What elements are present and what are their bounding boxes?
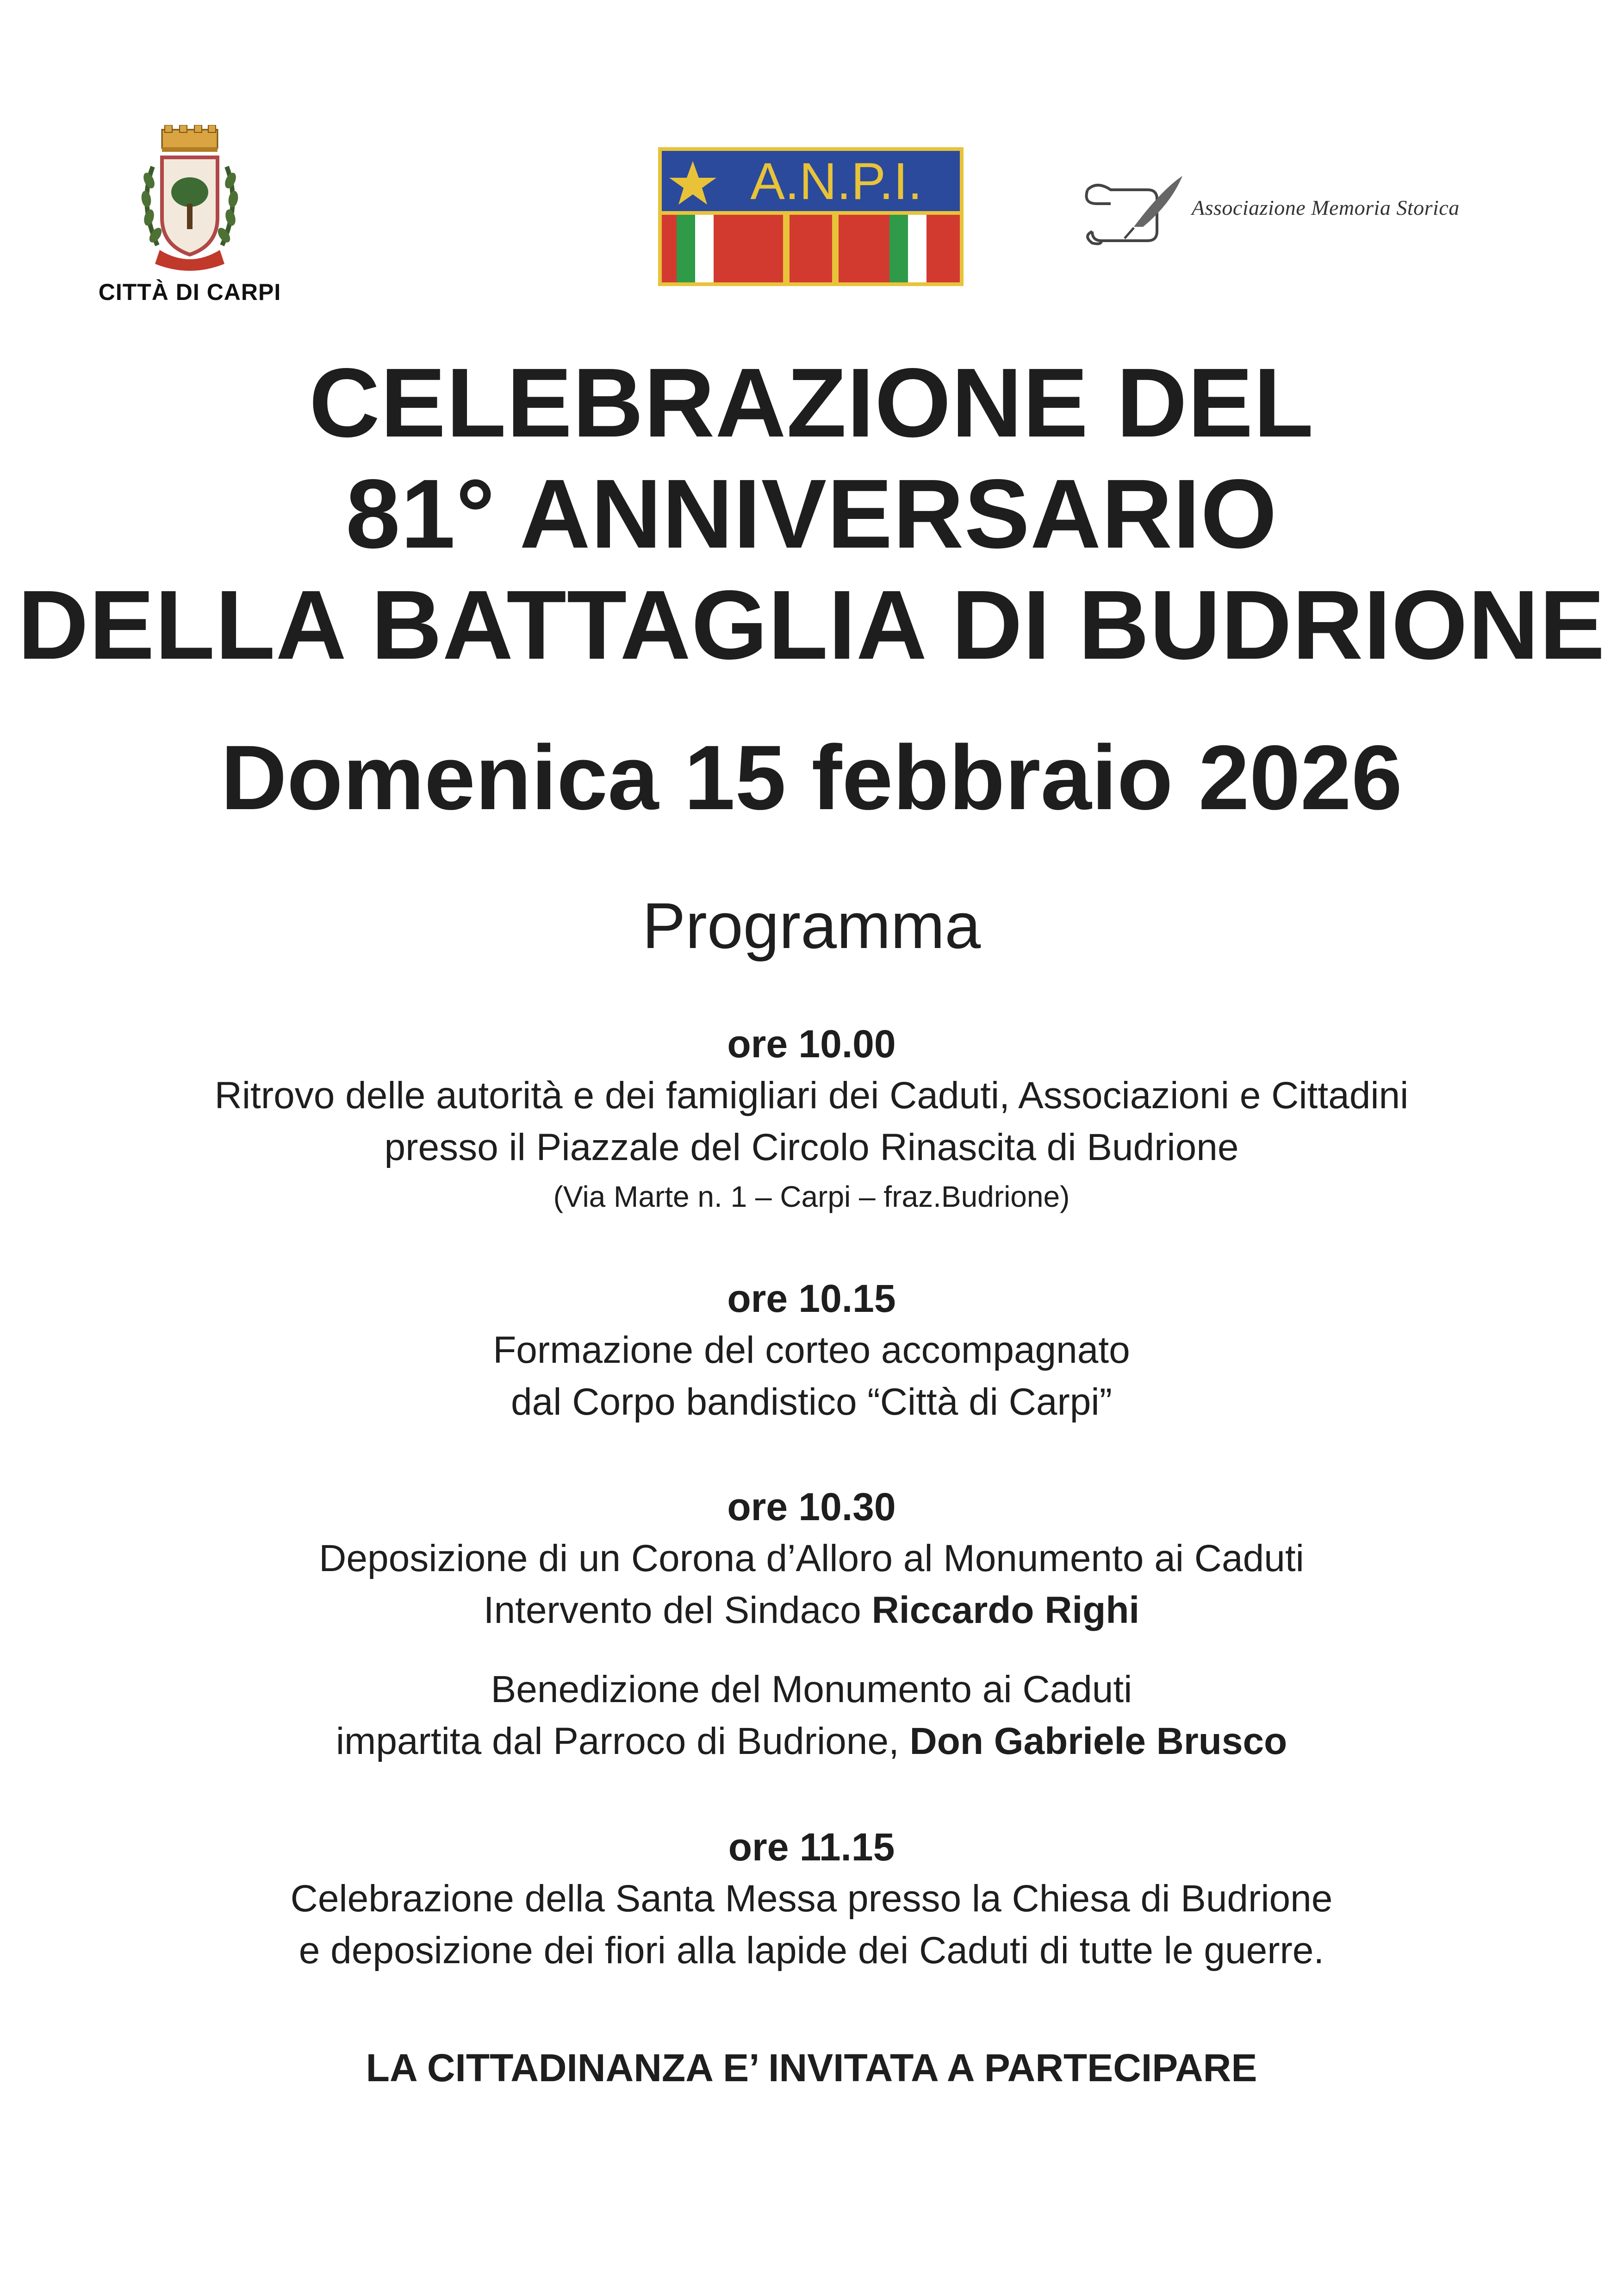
schedule-1030-line-4: [0, 1716, 1623, 1767]
coat-of-arms-icon: [139, 125, 241, 278]
event-date: Domenica 15 febbraio 2026: [220, 726, 1403, 829]
schedule-1115-line-1: Celebrazione della Santa Messa presso la Chiesa di Budrione: [290, 1878, 1333, 1920]
schedule-time-1115: ore 11.15: [728, 1825, 895, 1869]
schedule-1000-line-2: presso il Piazzale del Circolo Rinascita di Budrione: [384, 1126, 1239, 1168]
carpi-caption: CITTÀ DI CARPI: [98, 279, 281, 305]
title-line-2: 81° ANNIVERSARIO: [345, 459, 1278, 568]
schedule-time-1015: ore 10.15: [727, 1277, 896, 1320]
memoria-storica-logo: [1078, 171, 1550, 250]
schedule-time-1030: ore 10.30: [727, 1485, 896, 1529]
title-line-1: CELEBRAZIONE DEL: [309, 348, 1314, 457]
closing-invitation: LA CITTADINANZA E’ INVITATA A PARTECIPARE: [366, 2046, 1257, 2090]
schedule-time-1000: ore 10.00: [727, 1022, 896, 1066]
schedule-1000-line-1: Ritrovo delle autorità e dei famigliari dei Caduti, Associazioni e Cittadini: [214, 1074, 1409, 1117]
mayor-name: Riccardo Righi: [871, 1589, 1140, 1631]
schedule-1030-line-3: Benedizione del Monumento ai Caduti: [491, 1668, 1132, 1710]
anpi-text: A.N.P.I.: [750, 152, 922, 210]
schedule-1000-note: (Via Marte n. 1 – Carpi – fraz.Budrione): [553, 1180, 1070, 1213]
scroll-quill-icon: [1078, 171, 1185, 250]
schedule-1030-line-2: [0, 1585, 1623, 1636]
schedule-1115-line-2: e deposizione dei fiori alla lapide dei Caduti di tutte le guerre.: [298, 1929, 1325, 1972]
schedule-1030-line-4-text: impartita dal Parroco di Budrione,: [336, 1720, 910, 1762]
schedule-1015-line-1: Formazione del corteo accompagnato: [493, 1329, 1130, 1371]
memoria-caption: Associazione Memoria Storica: [1192, 196, 1460, 219]
anpi-flag-icon: [658, 147, 964, 286]
schedule-1030-line-2-text: Intervento del Sindaco: [483, 1589, 872, 1631]
citta-di-carpi-logo: [88, 125, 292, 315]
program-heading: Programma: [642, 889, 981, 962]
schedule-1015-line-2: dal Corpo bandistico “Città di Carpi”: [511, 1381, 1112, 1423]
priest-name: Don Gabriele Brusco: [909, 1720, 1287, 1762]
title-line-3: DELLA BATTAGLIA DI BUDRIONE: [18, 570, 1605, 680]
anpi-logo: [658, 147, 964, 286]
schedule-1030-line-1: Deposizione di un Corona d’Alloro al Monumento ai Caduti: [319, 1537, 1304, 1579]
